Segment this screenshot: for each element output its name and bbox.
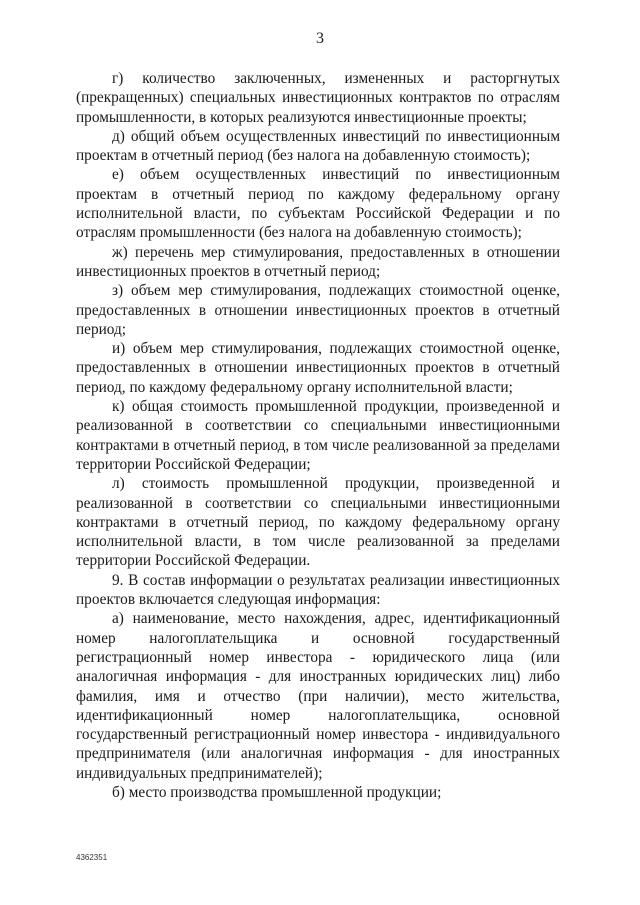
paragraph-zh: ж) перечень мер стимулирования, предоставленных в отношении инвестиционных проектов в отчетный период; [76, 243, 560, 280]
paragraph-e: е) объем осуществленных инвестиций по инвестиционным проектам в отчетный период по каждому федеральному органу исполнительной власти, по субъектам Российской Федерации и по отраслям промышленности (без налога на добавленную стоимость); [76, 166, 560, 242]
paragraph-d: д) общий объем осуществленных инвестиций по инвестиционным проектам в отчетный период (без налога на добавленную стоимость); [76, 127, 560, 165]
paragraph-i: и) объем мер стимулирования, подлежащих стоимостной оценке, предоставленных в отношении инвестиционных проектов в отчетный период, по каждому федеральному органу исполнительной власти; [76, 340, 560, 396]
document-body [76, 69, 560, 802]
paragraph-b: б) место производства промышленной продукции; [112, 783, 442, 801]
document-code: 4362351 [76, 853, 108, 862]
paragraph-l: л) стоимость промышленной продукции, произведенной и реализованной в соответствии со специальными инвестиционными контрактами в отчетный период, по каждому федеральному органу исполнительной власти, в том числе реализованной за пределами территории Российской Федерации. [76, 475, 560, 570]
paragraph-9: 9. В состав информации о результатах реализации инвестиционных проектов включается следующая информация: [76, 571, 560, 609]
paragraph-a: а) наименование, место нахождения, адрес, идентификационный номер налогоплательщика и основной государственный регистрационный номер инвестора - юридического лица (или аналогичная информация - для иностранных юридических лиц) либо фамилия, имя и отчество (при наличии), место жительства, идентификационный номер налогоплательщика, основной государственный регистрационный номер инвестора - индивидуального предпринимателя (или аналогичная информация - для иностранных индивидуальных предпринимателей); [76, 610, 560, 782]
paragraph-z: з) объем мер стимулирования, подлежащих стоимостной оценке, предоставленных в отношении инвестиционных проектов в отчетный период; [76, 282, 560, 338]
page-number: 3 [316, 30, 324, 47]
paragraph-k: к) общая стоимость промышленной продукции, произведенной и реализованной в соответствии со специальными инвестиционными контрактами в отчетный период, в том числе реализованной за пределами территории Российской Федерации; [76, 398, 560, 473]
paragraph-g: г) количество заключенных, измененных и расторгнутых (прекращенных) специальных инвестиционных контрактов по отраслям промышленности, в которых реализуются инвестиционные проекты; [76, 70, 560, 126]
